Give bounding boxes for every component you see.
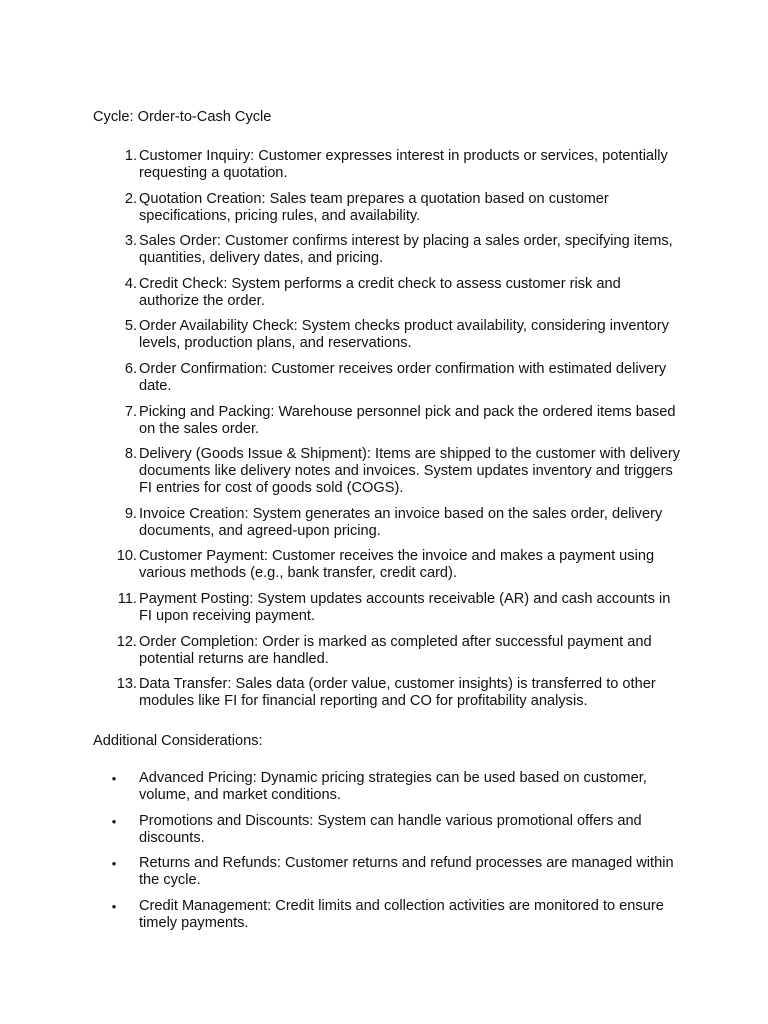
section-title: Additional Considerations: [93,733,263,749]
list-item [0,446,768,497]
step-number: 2. [124,190,137,207]
list-item [0,813,768,847]
step-text: Customer Inquiry: Customer expresses interest in products or services, potentially requesting a quotation. [139,148,668,181]
step-number: 4. [124,275,137,292]
list-item [0,361,768,395]
step-text: Delivery (Goods Issue & Shipment): Items are shipped to the customer with delivery documents like delivery notes and invoices. System updates inventory and triggers FI entries for cost of goods sold (COGS). [139,446,681,497]
step-number: 6. [124,360,137,377]
list-item [0,676,768,710]
step-text: Payment Posting: System updates accounts receivable (AR) and cash accounts in FI upon receiving payment. [139,590,671,624]
list-item [0,634,768,668]
step-text: Data Transfer: Sales data (order value, customer insights) is transferred to other modules like FI for financial reporting and CO for profitability analysis. [139,676,656,710]
page-title: Cycle: Order-to-Cash Cycle [93,109,272,125]
list-item [0,770,768,804]
step-text: Customer Payment: Customer receives the invoice and makes a payment using various methods (e.g., bank transfer, credit card). [139,548,655,582]
step-text: Order Completion: Order is marked as completed after successful payment and potential returns are handled. [139,633,652,667]
list-item [0,548,768,582]
list-item [0,404,768,438]
step-number: 1. [124,148,137,164]
list-item [0,191,768,225]
step-text: Picking and Packing: Warehouse personnel pick and pack the ordered items based on the sales order. [139,403,676,437]
list-item [0,318,768,352]
list-item [0,148,768,182]
consideration-text: Credit Management: Credit limits and collection activities are monitored to ensure timely payments. [139,897,664,931]
bullet-icon: • [111,771,117,786]
step-text: Order Confirmation: Customer receives order confirmation with estimated delivery date. [139,360,667,394]
step-number: 7. [124,403,137,420]
step-number: 8. [124,446,137,463]
step-number: 10. [116,548,137,565]
consideration-text: Advanced Pricing: Dynamic pricing strategies can be used based on customer, volume, and market conditions. [139,770,647,803]
step-number: 12. [116,633,137,650]
list-item [0,276,768,310]
bullet-icon: • [111,898,117,914]
steps-list [0,148,768,719]
list-item [0,591,768,625]
step-text: Order Availability Check: System checks product availability, considering inventory levels, production plans, and reservations. [139,318,669,352]
step-text: Sales Order: Customer confirms interest by placing a sales order, specifying items, quantities, delivery dates, and pricing. [139,233,673,267]
list-item [0,506,768,540]
step-number: 11. [117,590,137,607]
bullet-icon: • [111,856,117,872]
step-text: Quotation Creation: Sales team prepares a quotation based on customer specifications, pricing rules, and availability. [139,190,609,224]
list-item [0,898,768,932]
step-number: 3. [124,233,137,250]
step-number: 9. [124,505,137,522]
consideration-text: Promotions and Discounts: System can handle various promotional offers and discounts. [139,812,642,846]
list-item [0,855,768,889]
step-text: Invoice Creation: System generates an invoice based on the sales order, delivery documents, and agreed-upon pricing. [139,505,663,539]
step-text: Credit Check: System performs a credit check to assess customer risk and authorize the order. [139,275,621,309]
considerations-list [0,770,768,940]
step-number: 5. [124,318,137,335]
step-number: 13. [116,676,137,693]
consideration-text: Returns and Refunds: Customer returns and refund processes are managed within the cycle. [139,855,674,889]
list-item [0,233,768,267]
bullet-icon: • [111,813,117,829]
